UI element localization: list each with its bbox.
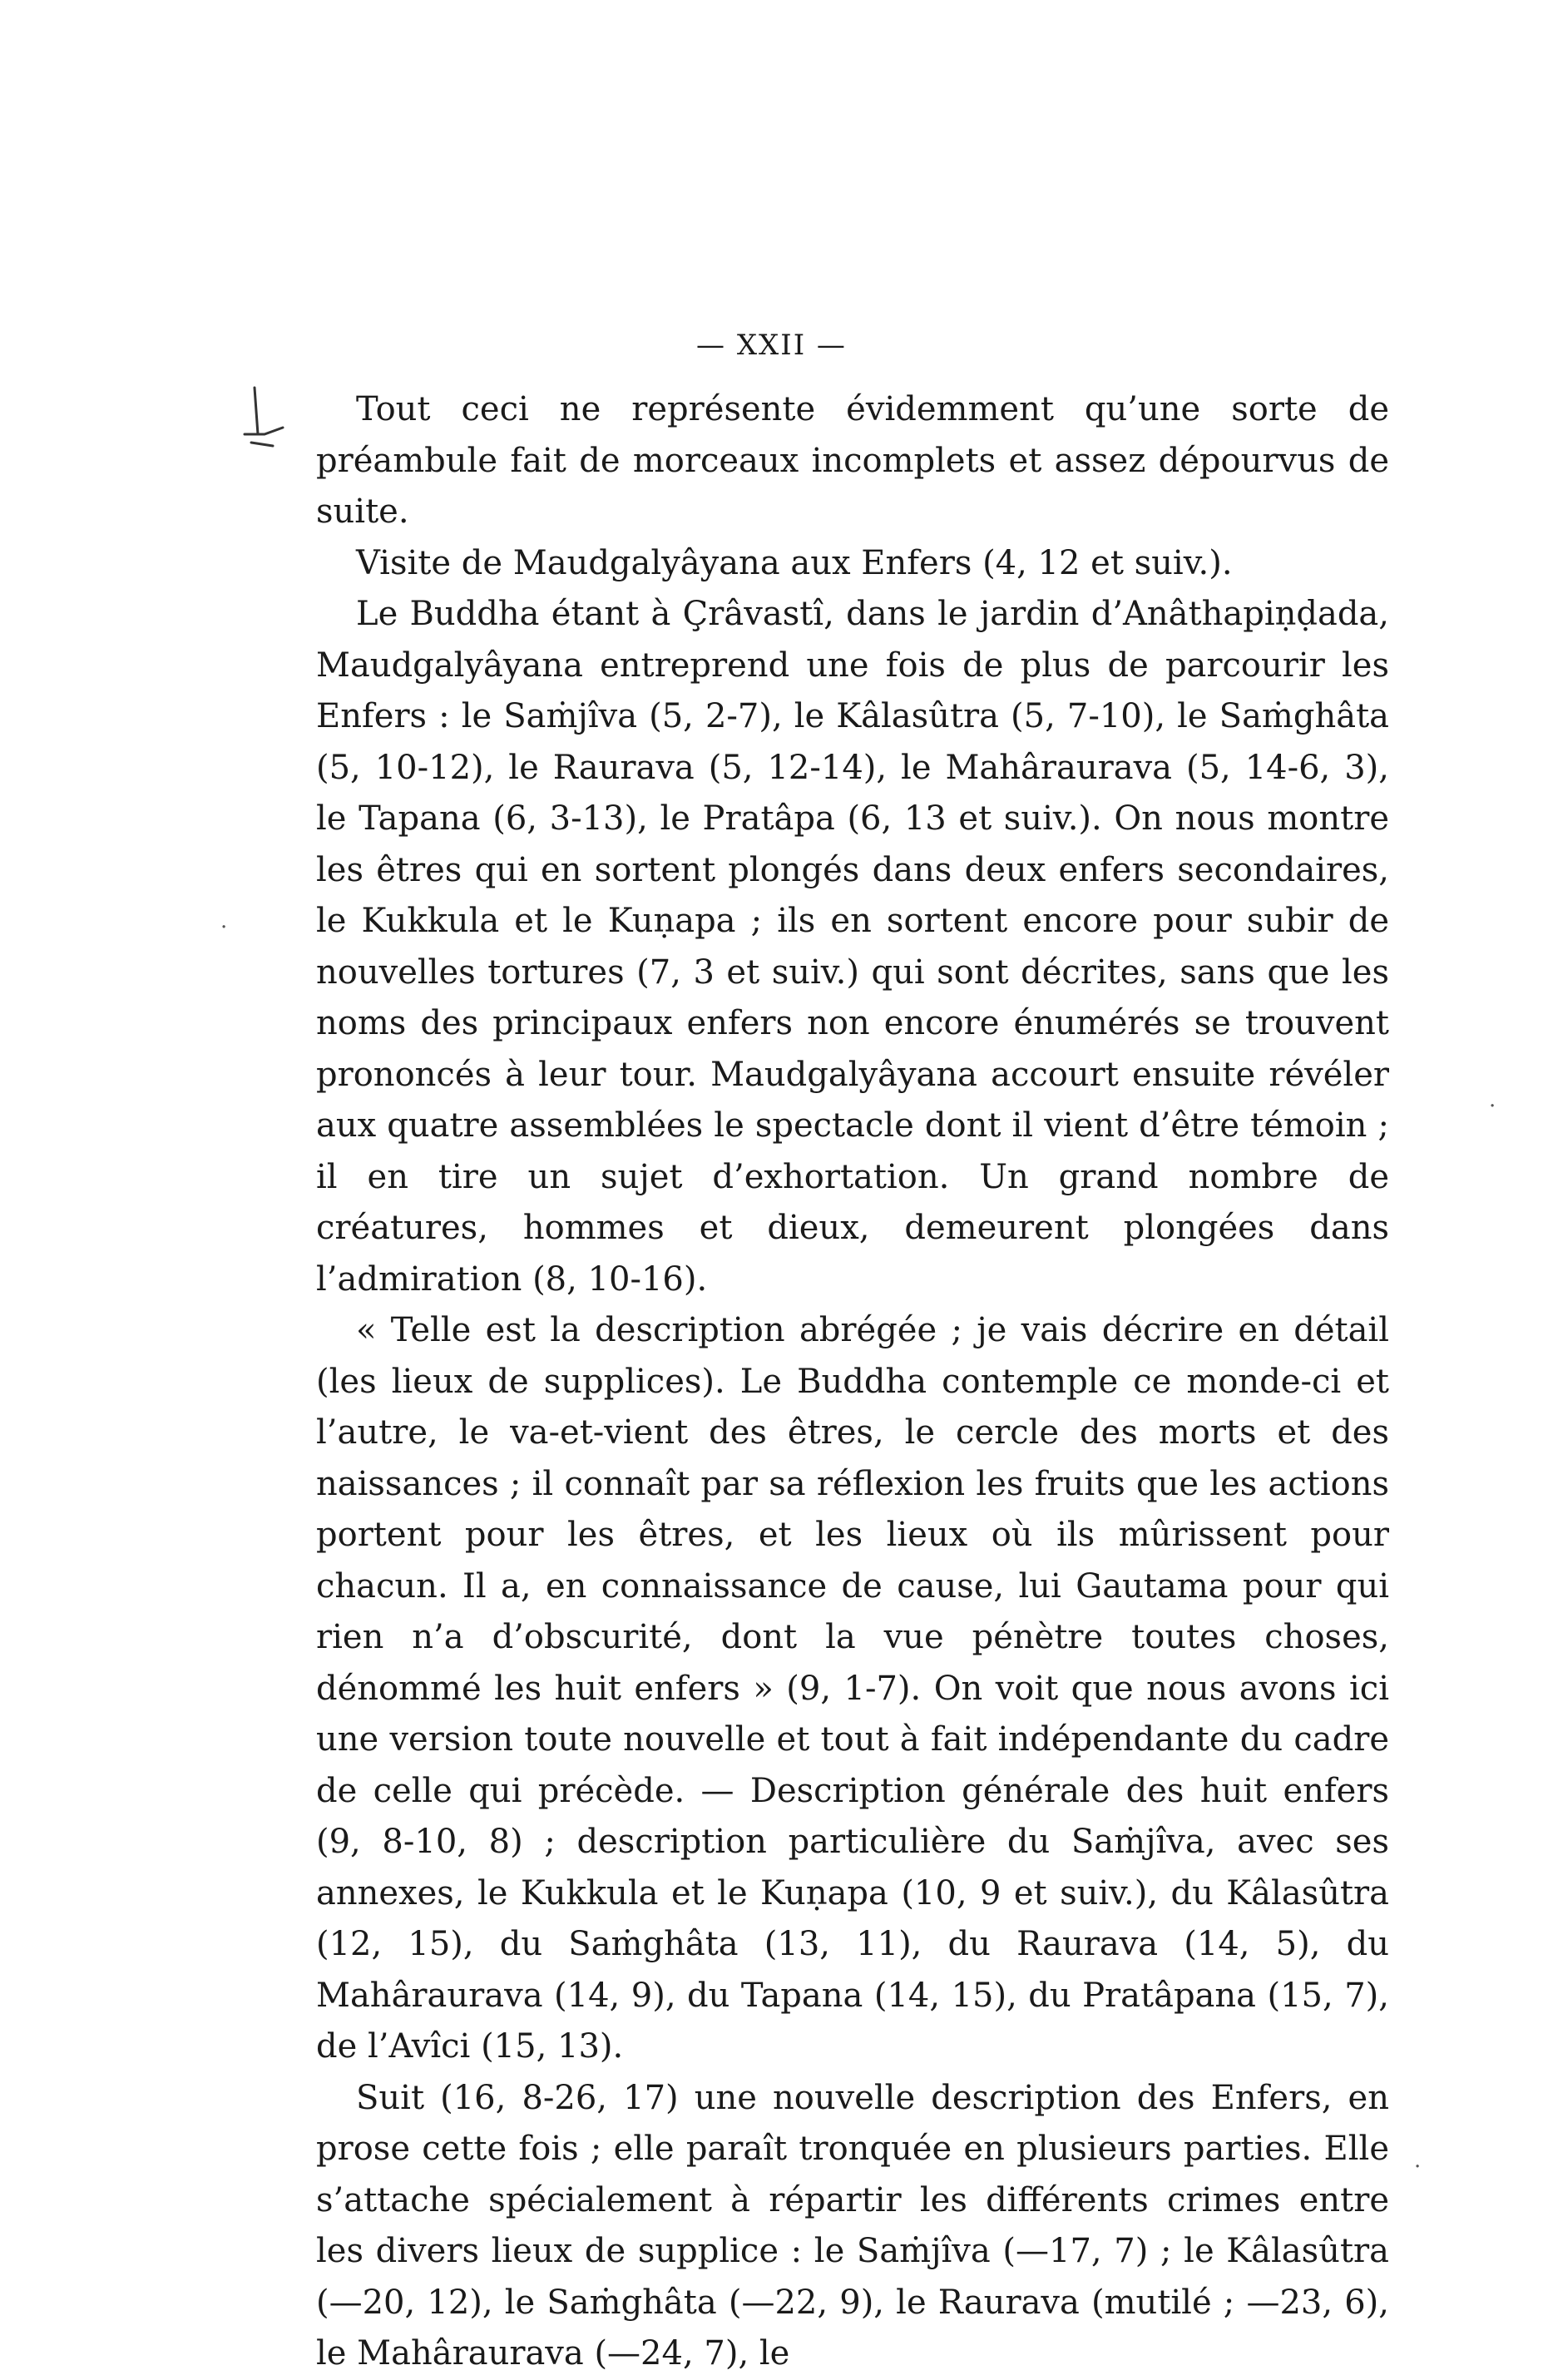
pencil-margin-mark xyxy=(240,384,289,459)
paper-speck: · xyxy=(1414,2155,1422,2180)
page-header: — XXII — xyxy=(696,329,847,362)
paper-speck: · xyxy=(1489,1094,1496,1119)
paper-speck: · xyxy=(220,915,228,940)
paragraph: « Telle est la description abrégée ; je vais décrire en détail (les lieux de supplices). Le Buddha contemple ce monde-ci et l’autre, le va-et-vient des êtres, le cercle des morts et des naissances ; il connaît par sa réflexion les fruits que les actions portent pour les êtres, et les lieux où ils mûrissent pour chacun. Il a, en connaissance de cause, lui Gautama pour qui rien n’a d’obscurité, dont la vue pénètre toutes choses, dénommé les huit enfers » (9, 1-7). On voit que nous avons ici une version toute nouvelle et tout à fait indépendante du cadre de celle qui précède. — Description générale des huit enfers (9, 8-10, 8) ; description particulière du Saṁjîva, avec ses annexes, le Kukkula et le Kuṇapa (10, 9 et suiv.), du Kâlasûtra (12, 15), du Saṁghâta (13, 11), du Raurava (14, 5), du Mahâraurava (14, 9), du Tapana (14, 15), du Pratâpana (15, 7), de l’Avîci (15, 13). xyxy=(316,1311,1389,2066)
body-text xyxy=(316,384,1389,2380)
section-heading-paragraph: Visite de Maudgalyâyana aux Enfers (4, 12 et suiv.). xyxy=(356,543,1233,582)
paragraph: Le Buddha étant à Çrâvastî, dans le jardin d’Anâthapiṇḍada, Maudgalyâyana entreprend une fois de plus de parcourir les Enfers : le Saṁjîva (5, 2-7), le Kâlasûtra (5, 7-10), le Saṁghâta (5, 10-12), le Raurava (5, 12-14), le Mahâraurava (5, 14-6, 3), le Tapana (6, 3-13), le Pratâpa (6, 13 et suiv.). On nous montre les êtres qui en sortent plongés dans deux enfers secondaires, le Kukkula et le Kuṇapa ; ils en sortent encore pour subir de nouvelles tortures (7, 3 et suiv.) qui sont décrites, sans que les noms des principaux enfers non encore énumérés se trouvent prononcés à leur tour. Maudgalyâyana accourt ensuite révéler aux quatre assemblées le spectacle dont il vient d’être témoin ; il en tire un sujet d’exhortation. Un grand nombre de créatures, hommes et dieux, demeurent plongées dans l’admiration (8, 10-16). xyxy=(316,595,1389,1299)
paragraph: Tout ceci ne représente évidemment qu’une sorte de préambule fait de morceaux incomplets et assez dépourvus de suite. xyxy=(316,390,1389,531)
paragraph: Suit (16, 8-26, 17) une nouvelle description des Enfers, en prose cette fois ; elle paraît tronquée en plusieurs parties. Elle s’attache spécialement à répartir les différents crimes entre les divers lieux de supplice : le Saṁjîva (—17, 7) ; le Kâlasûtra (—20, 12), le Saṁghâta (—22, 9), le Raurava (mutilé ; —23, 6), le Mahâraurava (—24, 7), le xyxy=(316,2078,1389,2373)
